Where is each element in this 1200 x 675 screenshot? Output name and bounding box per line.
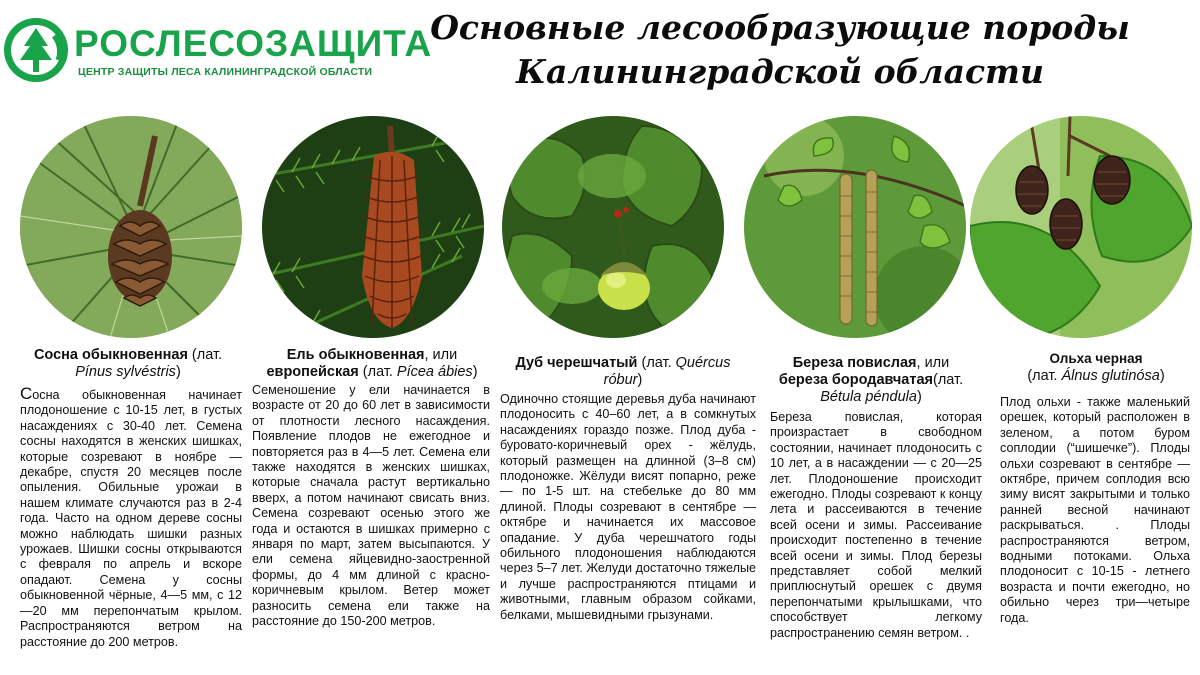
pine-description [20, 386, 242, 650]
spruce-cone-photo-icon [262, 116, 484, 338]
birch-latin-close: ) [916, 389, 922, 405]
birch-name: Береза повислая [792, 355, 917, 371]
page-title [420, 6, 1140, 94]
pine-description-initial: С [20, 384, 33, 403]
spruce-description: Семеношение у ели начинается в возрасте от 20 до 60 лет в зависимости от плотности лесного насаждения. Появление плодов не ежегодное и повторяется раз в 4—5 лет. Семена ели также находятся в женских шишках, которые сначала растут вертикально вверх, а потом начинают свисать вниз. Семена созревают осенью этого же года и остаются в шишках примерно с января по март, затем высыпаются. У ели семена яйцевидно-заостренной формы, до 4 мм длиной с красно-коричневым крылом. Ветер может разносить семена ели также на расстояние до 150-200 метров. [252, 383, 490, 629]
oak-caption [498, 355, 748, 389]
spruce-name-2: европейская [266, 364, 359, 380]
alder-latin: Álnus glutinósa [1061, 368, 1160, 384]
oak-latin: Quércus [675, 355, 731, 371]
birch-name-2: береза бородавчатая [778, 372, 934, 388]
pine-photo [20, 116, 242, 338]
spruce-name-2-suffix: (лат. [358, 364, 397, 380]
oak-acorn-photo-icon [502, 116, 724, 338]
spruce-name: Ель обыкновенная [286, 347, 425, 363]
oak-description: Одиночно стоящие деревья дуба начинают плодоносить с 40–60 лет, а в сомкнутых насаждениях гораздо позже. Плод дуба - буровато-коричневый орех - жёлудь, который размещен на длинной (3–8 см) плодоножке. Жёлуди висят попарно, реже — по 1-5 шт. на стебельке до 80 мм длиной. Плоды созревают в сентябре — октябре и начинается их массовое опадание. У дуба черешчатого годы обильного плодоношения наблюдаются через 5–7 лет. Желуди достаточно тяжелые и лучше распространяются птицами и животными, главным образом сойками, белками, мышевидными грызунами. [500, 392, 756, 622]
oak-name-suffix: (лат. [637, 355, 676, 371]
birch-description: Береза повислая, которая произрастает в свободном состоянии, начинает плодоносить с 10 лет, а в насаждении — с 20—25 лет. Плодоношение происходит ежегодно. Плоды созревают к концу лета и рассеиваются в течение всей осени и зимы. Рассеивание происходит постепенно в течение всей осени и зимы. Плод березы представляет собой мелкий приплюснутый орешек с двумя перепончатыми крылышками, что способствует легкому распространению семян ветром. . [770, 410, 983, 640]
oak-name: Дуб черешчатый [515, 355, 638, 371]
birch-name-2-suffix: (лат. [933, 372, 964, 388]
pine-latin-close: ) [175, 364, 181, 380]
forest-protection-emblem-icon [2, 16, 70, 84]
pine-caption [10, 347, 246, 381]
birch-catkin-photo-icon [744, 116, 966, 338]
oak-latin-2: róbur [603, 372, 638, 388]
pine-latin: Pínus sylvéstris [75, 364, 176, 380]
birch-caption [756, 355, 986, 406]
logo-name: РОСЛЕСОЗАЩИТА [74, 23, 433, 64]
spruce-latin-close: ) [472, 364, 478, 380]
page-title-line-2: Калининградской области [516, 52, 1044, 91]
birch-latin: Bétula péndula [820, 389, 917, 405]
alder-latin-close: ) [1159, 368, 1165, 384]
spruce-latin: Pícea ábies [396, 364, 473, 380]
alder-photo [970, 116, 1192, 338]
spruce-caption [252, 347, 492, 381]
logo-subtitle: ЦЕНТР ЗАЩИТЫ ЛЕСА КАЛИНИНГРАДСКОЙ ОБЛАСТИ [78, 66, 373, 78]
alder-caption [996, 350, 1196, 385]
pine-name: Сосна обыкновенная [33, 347, 188, 363]
pine-name-suffix: (лат. [187, 347, 223, 363]
spruce-photo [262, 116, 484, 338]
birch-photo [744, 116, 966, 338]
pine-description-body: осна обыкновенная начинает плодоношение с 10-15 лет, в густых насаждениях с 30-40 лет. Семена сосны находятся в женских шишках, которые созревают в ноябре — декабре, спустя 20 месяцев после опыления. Обильные урожаи в нашем климате случаются раз в 2-4 года. Часто на одном дереве сосны можно наблюдать шишки разных урожаев. Шишки сосны открываются с февраля по апрель и вскоре опадают. Семена у сосны обыкновенной чёрные, 4—5 мм, с 12—20 мм перепончатым крылом. Распространяются ветром на расстояние до 200 метров. [20, 388, 242, 649]
logo [0, 10, 433, 90]
oak-photo [502, 116, 724, 338]
alder-name: Ольха черная [1049, 351, 1143, 366]
alder-description: Плод ольхи - также маленький орешек, который расположен в зеленом, а потом буром соплодии (“шишечке”). Плоды ольхи созревают в сентябре — октябре, причем соплодия всю зиму висят закрытыми и только ранней весной начинают раскрываться. . Плоды распространяются ветром, водными потоками. Ольха плодоносит с 10-15 - летнего возраста и почти ежегодно, но обильно через три—четыре года. [1000, 395, 1190, 625]
page-title-line-1: Основные лесообразующие породы [430, 8, 1130, 47]
oak-latin-close: ) [637, 372, 643, 388]
birch-name-suffix: , или [916, 355, 950, 371]
spruce-name-suffix: , или [424, 347, 458, 363]
pine-cone-photo-icon [20, 116, 242, 338]
alder-cone-photo-icon [970, 116, 1192, 338]
alder-name-prefix: (лат. [1027, 368, 1062, 384]
